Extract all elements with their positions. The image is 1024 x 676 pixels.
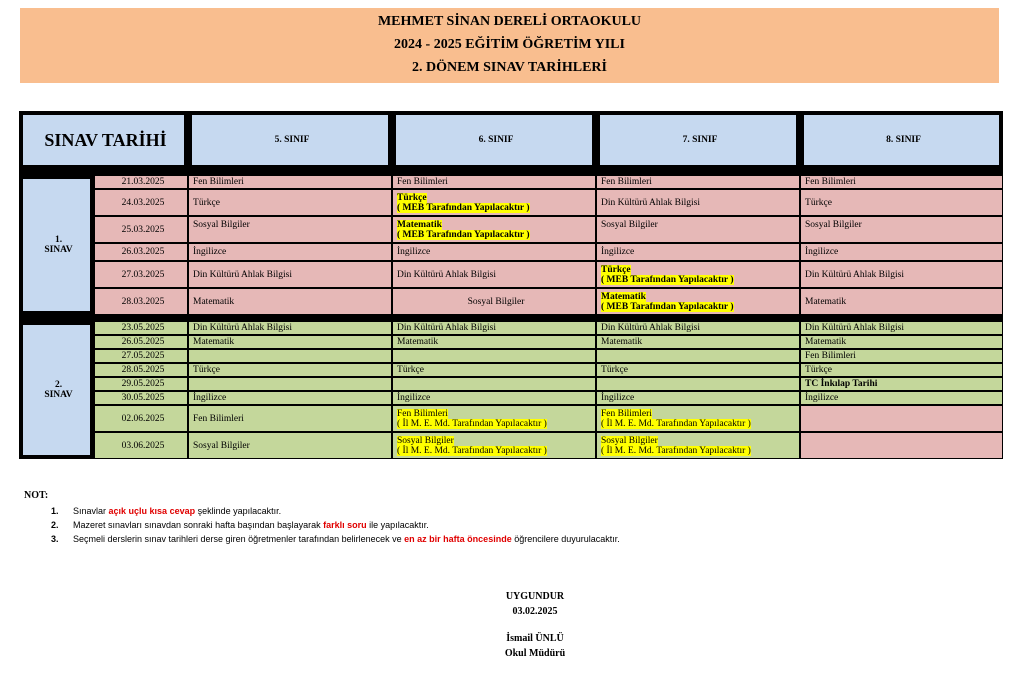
col-header-date: SINAV TARİHİ <box>19 111 188 169</box>
table-cell: TC İnkılap Tarihi <box>800 377 1003 391</box>
table-cell: İngilizce <box>596 391 800 405</box>
table-cell: Sosyal Bilgiler <box>188 216 392 243</box>
table-cell: Sosyal Bilgiler <box>392 288 596 315</box>
date-cell: 24.03.2025 <box>94 189 188 216</box>
table-row <box>19 261 1003 288</box>
notes-heading: NOT: <box>24 490 49 501</box>
table-cell: İngilizce <box>188 391 392 405</box>
table-cell <box>596 377 800 391</box>
table-cell: Fen Bilimleri <box>596 175 800 189</box>
signer-name: İsmail ÜNLÜ <box>506 633 564 644</box>
table-cell: Fen Bilimleri <box>392 175 596 189</box>
table-row <box>19 391 1003 405</box>
table-cell: Din Kültürü Ahlak Bilgisi <box>392 261 596 288</box>
table-cell: Matematik <box>800 288 1003 315</box>
date-cell: 30.05.2025 <box>94 391 188 405</box>
table-cell: Türkçe <box>800 189 1003 216</box>
academic-year: 2024 - 2025 EĞİTİM ÖĞRETİM YILI <box>394 37 625 52</box>
table-cell: İngilizce <box>800 391 1003 405</box>
date-cell: 26.03.2025 <box>94 243 188 261</box>
notes-section: NOT: 1. Sınavlar açık uçlu kısa cevap şeklinde yapılacaktır. 2. Mazeret sınavları sınavdan sonraki hafta başından başlayarak farklı soru ile yapılacaktır. 3. Seçmeli derslerin sınav tarihleri derse giren öğretmenler tarafından belirlenecek ve en az bir hafta öncesinde öğrencilere duyurulacaktır. <box>24 490 620 544</box>
table-row <box>19 288 1003 315</box>
document-title: 2. DÖNEM SINAV TARİHLERİ <box>411 60 607 75</box>
table-header-row <box>19 111 1003 169</box>
table-cell: Fen Bilimleri <box>800 175 1003 189</box>
table-cell: Din Kültürü Ahlak Bilgisi <box>800 321 1003 335</box>
provincial-exam-cell: Fen Bilimleri ( İl M. E. Md. Tarafından Yapılacaktır ) <box>392 405 596 432</box>
table-cell <box>596 349 800 363</box>
table-cell: Matematik <box>800 335 1003 349</box>
table-cell: Din Kültürü Ahlak Bilgisi <box>392 321 596 335</box>
table-cell: Matematik <box>392 335 596 349</box>
date-cell: 26.05.2025 <box>94 335 188 349</box>
table-row <box>19 405 1003 432</box>
table-cell: Fen Bilimleri <box>188 405 392 432</box>
date-cell: 03.06.2025 <box>94 432 188 459</box>
col-header-grade6: 6. SINIF <box>392 111 596 169</box>
table-cell: Türkçe <box>596 363 800 377</box>
table-cell: İngilizce <box>800 243 1003 261</box>
date-cell: 27.05.2025 <box>94 349 188 363</box>
meb-exam-cell: Türkçe ( MEB Tarafından Yapılacaktır ) <box>392 189 596 216</box>
table-cell <box>392 377 596 391</box>
table-cell: Din Kültürü Ahlak Bilgisi <box>188 321 392 335</box>
table-cell <box>188 349 392 363</box>
date-cell: 28.03.2025 <box>94 288 188 315</box>
table-row <box>19 432 1003 459</box>
table-cell: Din Kültürü Ahlak Bilgisi <box>800 261 1003 288</box>
table-cell: Sosyal Bilgiler <box>188 432 392 459</box>
table-cell <box>800 405 1003 432</box>
meb-exam-cell: Matematik ( MEB Tarafından Yapılacaktır ) <box>596 288 800 315</box>
table-cell: Sosyal Bilgiler <box>800 216 1003 243</box>
table-cell: İngilizce <box>188 243 392 261</box>
table-cell <box>392 349 596 363</box>
table-row <box>19 175 1003 189</box>
table-cell: İngilizce <box>392 243 596 261</box>
col-header-grade5: 5. SINIF <box>188 111 392 169</box>
table-cell: Türkçe <box>188 189 392 216</box>
table-cell <box>800 432 1003 459</box>
table-row <box>19 216 1003 243</box>
approval-date: 03.02.2025 <box>512 606 558 617</box>
table-cell: İngilizce <box>596 243 800 261</box>
exam2-label: 2. SINAV <box>19 321 94 459</box>
date-cell: 29.05.2025 <box>94 377 188 391</box>
date-cell: 02.06.2025 <box>94 405 188 432</box>
table-cell: Türkçe <box>188 363 392 377</box>
table-cell: Din Kültürü Ahlak Bilgisi <box>596 189 800 216</box>
col-header-grade7: 7. SINIF <box>596 111 800 169</box>
date-cell: 25.03.2025 <box>94 216 188 243</box>
table-row <box>19 335 1003 349</box>
table-row <box>19 349 1003 363</box>
exam-schedule-table <box>19 111 1003 459</box>
exam1-label: 1. SINAV <box>19 175 94 315</box>
provincial-exam-cell: Fen Bilimleri ( İl M. E. Md. Tarafından Yapılacaktır ) <box>596 405 800 432</box>
meb-exam-cell: Matematik ( MEB Tarafından Yapılacaktır ) <box>392 216 596 243</box>
provincial-exam-cell: Sosyal Bilgiler ( İl M. E. Md. Tarafından Yapılacaktır ) <box>596 432 800 459</box>
table-cell: Matematik <box>188 335 392 349</box>
date-cell: 28.05.2025 <box>94 363 188 377</box>
table-cell: Din Kültürü Ahlak Bilgisi <box>596 321 800 335</box>
date-cell: 27.03.2025 <box>94 261 188 288</box>
table-row <box>19 321 1003 335</box>
table-cell: Matematik <box>188 288 392 315</box>
table-cell: Türkçe <box>392 363 596 377</box>
table-row <box>19 377 1003 391</box>
table-cell: Türkçe <box>800 363 1003 377</box>
document-header <box>20 8 999 83</box>
meb-exam-cell: Türkçe ( MEB Tarafından Yapılacaktır ) <box>596 261 800 288</box>
table-cell: Din Kültürü Ahlak Bilgisi <box>188 261 392 288</box>
provincial-exam-cell: Sosyal Bilgiler ( İl M. E. Md. Tarafından Yapılacaktır ) <box>392 432 596 459</box>
table-row <box>19 243 1003 261</box>
table-row <box>19 189 1003 216</box>
table-cell: Fen Bilimleri <box>188 175 392 189</box>
date-cell: 23.05.2025 <box>94 321 188 335</box>
col-header-grade8: 8. SINIF <box>800 111 1003 169</box>
signer-role: Okul Müdürü <box>504 648 566 659</box>
table-cell: Sosyal Bilgiler <box>596 216 800 243</box>
table-cell: Matematik <box>596 335 800 349</box>
table-cell <box>188 377 392 391</box>
date-cell: 21.03.2025 <box>94 175 188 189</box>
table-row <box>19 363 1003 377</box>
school-name: MEHMET SİNAN DERELİ ORTAOKULU <box>377 14 642 29</box>
table-cell: Fen Bilimleri <box>800 349 1003 363</box>
table-cell: İngilizce <box>392 391 596 405</box>
approval-status: UYGUNDUR <box>505 591 565 602</box>
